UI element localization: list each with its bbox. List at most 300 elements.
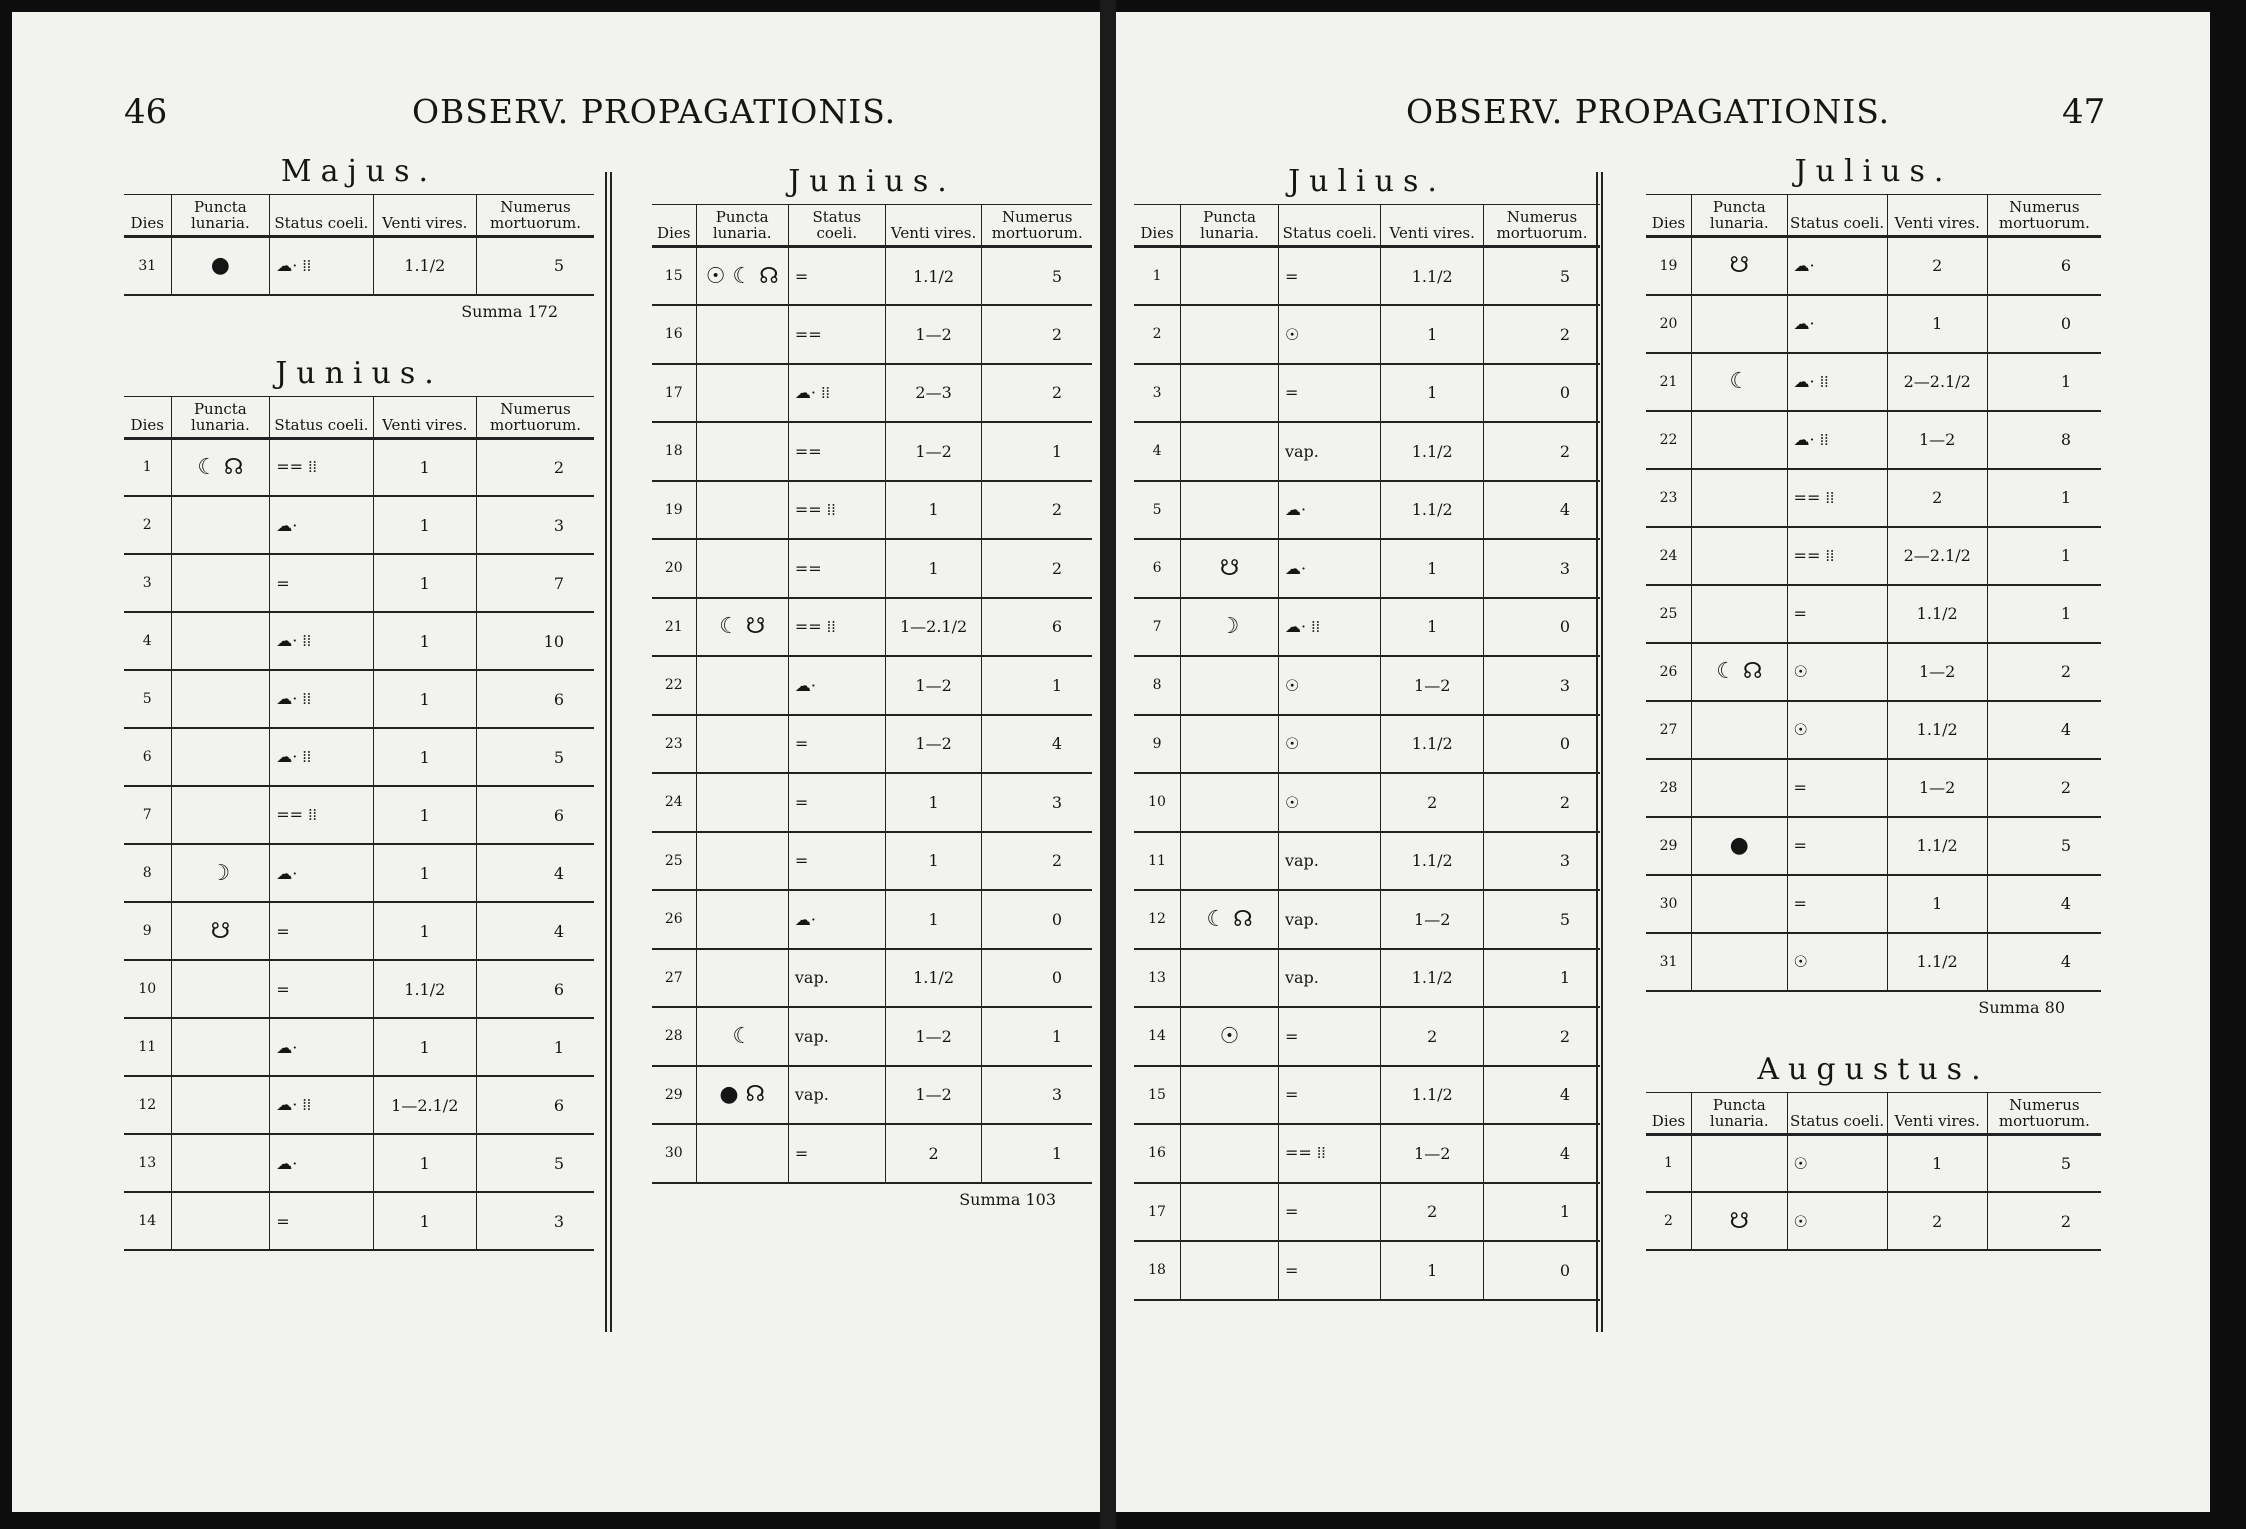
lunar-cell: ☾ ☋ [696, 598, 788, 657]
month-title: Augustus. [1757, 1051, 1990, 1087]
table-row [1134, 305, 1600, 364]
sky-cell: = [788, 247, 885, 306]
lunar-cell [171, 1192, 270, 1250]
day-cell: 9 [1134, 715, 1181, 774]
table-row [124, 1192, 594, 1250]
day-cell: 24 [1646, 527, 1692, 585]
wind-cell: 2 [1381, 1183, 1484, 1242]
day-cell: 26 [1646, 643, 1692, 701]
sky-cell: == ⁞⁞ [788, 598, 885, 657]
table-row [124, 728, 594, 786]
lunar-cell [1181, 715, 1279, 774]
day-cell: 19 [1646, 237, 1692, 295]
day-cell: 4 [124, 612, 171, 670]
wind-cell: 1 [373, 1018, 476, 1076]
day-cell: 1 [124, 438, 171, 496]
wind-cell: 2 [885, 1124, 982, 1183]
wind-cell: 1—2 [885, 656, 982, 715]
day-cell: 24 [652, 773, 696, 832]
column-header: Puncta lunaria. [1692, 195, 1788, 237]
lunar-cell [1181, 1066, 1279, 1125]
day-cell: 20 [1646, 295, 1692, 353]
wind-cell: 1 [885, 890, 982, 949]
day-cell: 23 [1646, 469, 1692, 527]
deaths-cell: 7 [476, 554, 594, 612]
wind-cell: 1 [373, 554, 476, 612]
table-row [1646, 527, 2101, 585]
deaths-cell: 1 [1987, 527, 2101, 585]
deaths-cell: 4 [982, 715, 1092, 774]
day-cell: 5 [1134, 481, 1181, 540]
wind-cell: 1.1/2 [1381, 715, 1484, 774]
sky-cell: = [1787, 875, 1887, 933]
right-page [1116, 12, 2210, 1512]
table-row [1646, 759, 2101, 817]
table-row [124, 496, 594, 554]
lunar-cell [1181, 1124, 1279, 1183]
lunar-cell [171, 1134, 270, 1192]
deaths-cell: 6 [1987, 237, 2101, 295]
sky-cell: ☉ [1787, 1192, 1887, 1250]
column-divider [1596, 172, 1603, 1332]
sky-cell: = [270, 960, 373, 1018]
deaths-cell: 4 [1987, 701, 2101, 759]
sky-cell: == [788, 305, 885, 364]
day-cell: 14 [1134, 1007, 1181, 1066]
column-header: Venti vires. [1887, 195, 1987, 237]
lunar-cell [1181, 949, 1279, 1008]
column-header: Dies [1651, 1111, 1686, 1130]
column-header: Puncta lunaria. [1692, 1092, 1788, 1134]
wind-cell: 1 [1381, 305, 1484, 364]
sky-cell: ☉ [1278, 715, 1381, 774]
day-cell: 30 [652, 1124, 696, 1183]
mortality-table [652, 204, 1092, 1184]
lunar-cell [696, 481, 788, 540]
sky-cell: = [788, 1124, 885, 1183]
sky-cell: vap. [1278, 832, 1381, 891]
lunar-cell [696, 656, 788, 715]
wind-cell: 2—2.1/2 [1887, 353, 1987, 411]
day-cell: 25 [1646, 585, 1692, 643]
table-column [1646, 150, 2101, 1251]
sky-cell: == ⁞⁞ [788, 481, 885, 540]
column-header: Status coeli. [270, 195, 373, 237]
sky-cell: = [270, 1192, 373, 1250]
lunar-cell [171, 496, 270, 554]
wind-cell: 1 [885, 773, 982, 832]
lunar-cell [171, 612, 270, 670]
deaths-cell: 1 [476, 1018, 594, 1076]
sky-cell: = [270, 554, 373, 612]
day-cell: 15 [1134, 1066, 1181, 1125]
lunar-cell: ☋ [1181, 539, 1279, 598]
sky-cell: == [788, 539, 885, 598]
sky-cell: = [788, 715, 885, 774]
sky-cell: = [1278, 1183, 1381, 1242]
sky-cell: = [788, 832, 885, 891]
deaths-cell: 3 [1483, 656, 1600, 715]
mortality-table [124, 194, 594, 296]
wind-cell: 1 [373, 670, 476, 728]
sky-cell: ☁· ⁞⁞ [788, 364, 885, 423]
sky-cell: ☁· [1278, 481, 1381, 540]
table-row [652, 1124, 1092, 1183]
sky-cell: ☁· ⁞⁞ [1787, 411, 1887, 469]
sky-cell: ☁· ⁞⁞ [270, 237, 373, 295]
table-row [1646, 469, 2101, 527]
day-cell: 1 [1134, 247, 1181, 306]
deaths-cell: 2 [982, 539, 1092, 598]
table-row [1134, 539, 1600, 598]
sky-cell: = [1787, 759, 1887, 817]
table-row [124, 438, 594, 496]
lunar-cell: ☉ [1181, 1007, 1279, 1066]
wind-cell: 2 [1887, 237, 1987, 295]
day-cell: 18 [652, 422, 696, 481]
lunar-cell [696, 364, 788, 423]
day-cell: 26 [652, 890, 696, 949]
day-cell: 11 [124, 1018, 171, 1076]
column-header: Dies [657, 224, 691, 242]
lunar-cell [1692, 527, 1788, 585]
day-cell: 25 [652, 832, 696, 891]
column-header: Puncta lunaria. [696, 205, 788, 247]
table-column [1134, 160, 1600, 1301]
sky-cell: = [1787, 817, 1887, 875]
sky-cell: = [1278, 1066, 1381, 1125]
lunar-cell [696, 305, 788, 364]
column-header: Status coeli. [1787, 1092, 1887, 1134]
day-cell: 10 [124, 960, 171, 1018]
table-row [1134, 1066, 1600, 1125]
sky-cell: ☁· [788, 890, 885, 949]
wind-cell: 1 [1381, 1241, 1484, 1300]
sky-cell: ☁· [270, 844, 373, 902]
sky-cell: ☁· ⁞⁞ [270, 1076, 373, 1134]
deaths-cell: 1 [1987, 353, 2101, 411]
table-row [652, 1007, 1092, 1066]
lunar-cell [1181, 247, 1279, 306]
lunar-cell [696, 422, 788, 481]
lunar-cell: ☋ [1692, 1192, 1788, 1250]
day-cell: 6 [124, 728, 171, 786]
deaths-cell: 3 [1483, 539, 1600, 598]
lunar-cell: ● ☊ [696, 1066, 788, 1125]
wind-cell: 1—2 [885, 422, 982, 481]
deaths-cell: 10 [476, 612, 594, 670]
day-cell: 16 [652, 305, 696, 364]
column-header: Venti vires. [373, 396, 476, 438]
book-gutter [1100, 0, 1116, 1529]
table-row [124, 554, 594, 612]
table-row [124, 1076, 594, 1134]
day-cell: 5 [124, 670, 171, 728]
sky-cell: vap. [788, 949, 885, 1008]
day-cell: 17 [652, 364, 696, 423]
column-header: Venti vires. [373, 195, 476, 237]
table-row [1134, 656, 1600, 715]
deaths-cell: 4 [1483, 481, 1600, 540]
day-cell: 18 [1134, 1241, 1181, 1300]
deaths-cell: 5 [982, 247, 1092, 306]
lunar-cell [1692, 933, 1788, 991]
lunar-cell: ☾ [696, 1007, 788, 1066]
column-header: Numerus mortuorum. [476, 195, 594, 237]
sky-cell: == [788, 422, 885, 481]
wind-cell: 1 [885, 832, 982, 891]
deaths-cell: 4 [1987, 933, 2101, 991]
day-cell: 16 [1134, 1124, 1181, 1183]
deaths-cell: 1 [1483, 949, 1600, 1008]
column-header: Dies [1651, 214, 1686, 232]
table-row [1646, 817, 2101, 875]
day-cell: 31 [124, 237, 171, 295]
lunar-cell [696, 949, 788, 1008]
table-row [1134, 1124, 1600, 1183]
wind-cell: 1—2 [885, 305, 982, 364]
day-cell: 10 [1134, 773, 1181, 832]
deaths-cell: 5 [1987, 1134, 2101, 1192]
table-row [1134, 422, 1600, 481]
sky-cell: == ⁞⁞ [1787, 527, 1887, 585]
day-cell: 21 [1646, 353, 1692, 411]
sky-cell: ☁· ⁞⁞ [1787, 353, 1887, 411]
lunar-cell [1181, 364, 1279, 423]
deaths-cell: 2 [982, 305, 1092, 364]
mortality-table [1134, 204, 1600, 1301]
wind-cell: 1—2 [1887, 759, 1987, 817]
lunar-cell [1692, 701, 1788, 759]
lunar-cell [696, 1124, 788, 1183]
day-cell: 2 [124, 496, 171, 554]
table-row [1646, 353, 2101, 411]
table-row [652, 656, 1092, 715]
wind-cell: 1—2 [1381, 890, 1484, 949]
table-row [124, 612, 594, 670]
column-header: Numerus mortuorum. [1987, 1092, 2101, 1134]
deaths-cell: 4 [1987, 875, 2101, 933]
day-cell: 22 [1646, 411, 1692, 469]
sky-cell: ☉ [1278, 773, 1381, 832]
day-cell: 17 [1134, 1183, 1181, 1242]
wind-cell: 1—2 [1887, 411, 1987, 469]
column-header: Dies [130, 415, 164, 434]
sky-cell: ☉ [1278, 656, 1381, 715]
deaths-cell: 3 [476, 496, 594, 554]
lunar-cell: ☾ ☊ [1692, 643, 1788, 701]
day-cell: 28 [652, 1007, 696, 1066]
sky-cell: ☁· ⁞⁞ [1278, 598, 1381, 657]
wind-cell: 2—2.1/2 [1887, 527, 1987, 585]
mortality-table [1646, 194, 2101, 992]
column-header: Numerus mortuorum. [982, 205, 1092, 247]
table-column [652, 160, 1092, 1218]
deaths-cell: 5 [476, 728, 594, 786]
sky-cell: = [1278, 1007, 1381, 1066]
sky-cell: = [1278, 364, 1381, 423]
day-cell: 2 [1646, 1192, 1692, 1250]
wind-cell: 1.1/2 [373, 960, 476, 1018]
deaths-cell: 6 [476, 670, 594, 728]
deaths-cell: 4 [476, 902, 594, 960]
sky-cell: = [1278, 247, 1381, 306]
day-cell: 27 [652, 949, 696, 1008]
day-cell: 23 [652, 715, 696, 774]
lunar-cell: ☽ [171, 844, 270, 902]
lunar-cell [171, 1076, 270, 1134]
wind-cell: 1 [1887, 1134, 1987, 1192]
column-header: Venti vires. [885, 205, 982, 247]
deaths-cell: 4 [1483, 1124, 1600, 1183]
column-header: Status coeli. [270, 396, 373, 438]
wind-cell: 1.1/2 [1381, 1066, 1484, 1125]
day-cell: 1 [1646, 1134, 1692, 1192]
column-header: Numerus mortuorum. [476, 396, 594, 438]
table-row [652, 1066, 1092, 1125]
deaths-cell: 6 [476, 960, 594, 1018]
deaths-cell: 0 [982, 949, 1092, 1008]
table-row [1646, 701, 2101, 759]
deaths-cell: 5 [1483, 247, 1600, 306]
page-number: 47 [2062, 92, 2106, 132]
sky-cell: vap. [1278, 949, 1381, 1008]
table-row [1646, 295, 2101, 353]
table-row [124, 237, 594, 295]
wind-cell: 2 [1887, 1192, 1987, 1250]
sky-cell: ☉ [1278, 305, 1381, 364]
deaths-cell: 1 [1987, 585, 2101, 643]
wind-cell: 1 [1381, 598, 1484, 657]
summa-total: Summa 80 [1978, 997, 2065, 1017]
day-cell: 12 [1134, 890, 1181, 949]
wind-cell: 1 [1381, 364, 1484, 423]
sky-cell: ☁· [788, 656, 885, 715]
day-cell: 28 [1646, 759, 1692, 817]
day-cell: 13 [1134, 949, 1181, 1008]
wind-cell: 1.1/2 [1887, 701, 1987, 759]
deaths-cell: 6 [982, 598, 1092, 657]
mortality-table [1646, 1092, 2101, 1252]
table-row [1134, 1183, 1600, 1242]
sky-cell: == ⁞⁞ [1787, 469, 1887, 527]
column-header: Status coeli. [1278, 205, 1381, 247]
table-row [124, 902, 594, 960]
table-row [1646, 643, 2101, 701]
mortality-table [124, 396, 594, 1252]
day-cell: 29 [1646, 817, 1692, 875]
column-divider [605, 172, 612, 1332]
deaths-cell: 2 [1483, 773, 1600, 832]
table-row [652, 539, 1092, 598]
sky-cell: ☁· ⁞⁞ [270, 728, 373, 786]
wind-cell: 2 [1381, 1007, 1484, 1066]
day-cell: 7 [1134, 598, 1181, 657]
table-row [1134, 890, 1600, 949]
table-row [1646, 933, 2101, 991]
column-header: Venti vires. [1381, 205, 1484, 247]
table-row [652, 890, 1092, 949]
deaths-cell: 1 [982, 1124, 1092, 1183]
day-cell: 14 [124, 1192, 171, 1250]
table-row [124, 670, 594, 728]
table-row [124, 844, 594, 902]
deaths-cell: 2 [1987, 759, 2101, 817]
column-header: Status coeli. [788, 205, 885, 247]
wind-cell: 1 [373, 496, 476, 554]
deaths-cell: 3 [1483, 832, 1600, 891]
table-row [1134, 773, 1600, 832]
lunar-cell [1181, 656, 1279, 715]
day-cell: 21 [652, 598, 696, 657]
table-row [652, 949, 1092, 1008]
deaths-cell: 1 [1987, 469, 2101, 527]
table-row [652, 364, 1092, 423]
wind-cell: 1—2 [885, 715, 982, 774]
table-row [1134, 1007, 1600, 1066]
lunar-cell [1181, 305, 1279, 364]
deaths-cell: 1 [982, 656, 1092, 715]
table-row [1134, 247, 1600, 306]
lunar-cell: ☋ [1692, 237, 1788, 295]
table-row [1646, 875, 2101, 933]
deaths-cell: 0 [1483, 598, 1600, 657]
table-row [652, 481, 1092, 540]
table-row [652, 598, 1092, 657]
deaths-cell: 2 [982, 364, 1092, 423]
sky-cell: ☁· ⁞⁞ [270, 612, 373, 670]
running-header: OBSERV. PROPAGATIONIS. [1406, 92, 1891, 131]
table-row [652, 832, 1092, 891]
wind-cell: 1—2 [1381, 656, 1484, 715]
wind-cell: 1—2 [885, 1007, 982, 1066]
wind-cell: 1.1/2 [1887, 933, 1987, 991]
day-cell: 8 [124, 844, 171, 902]
day-cell: 6 [1134, 539, 1181, 598]
table-row [1646, 1192, 2101, 1250]
lunar-cell: ☽ [1181, 598, 1279, 657]
sky-cell: ☉ [1787, 933, 1887, 991]
wind-cell: 2 [1887, 469, 1987, 527]
sky-cell: = [788, 773, 885, 832]
wind-cell: 2 [1381, 773, 1484, 832]
deaths-cell: 0 [982, 890, 1092, 949]
table-row [652, 773, 1092, 832]
deaths-cell: 0 [1483, 715, 1600, 774]
sky-cell: ☉ [1787, 701, 1887, 759]
sky-cell: ☁· [1787, 295, 1887, 353]
lunar-cell [171, 554, 270, 612]
sky-cell: ☉ [1787, 643, 1887, 701]
lunar-cell [171, 728, 270, 786]
sky-cell: vap. [1278, 422, 1381, 481]
wind-cell: 1 [885, 539, 982, 598]
table-row [652, 247, 1092, 306]
wind-cell: 1—2.1/2 [885, 598, 982, 657]
sky-cell: = [1787, 585, 1887, 643]
summa-total: Summa 172 [461, 301, 558, 321]
wind-cell: 1 [1887, 875, 1987, 933]
lunar-cell [696, 539, 788, 598]
wind-cell: 1 [885, 481, 982, 540]
lunar-cell [1692, 875, 1788, 933]
lunar-cell [1181, 1183, 1279, 1242]
column-header: Dies [1140, 224, 1174, 242]
day-cell: 7 [124, 786, 171, 844]
deaths-cell: 4 [476, 844, 594, 902]
sky-cell: = [270, 902, 373, 960]
lunar-cell [171, 786, 270, 844]
